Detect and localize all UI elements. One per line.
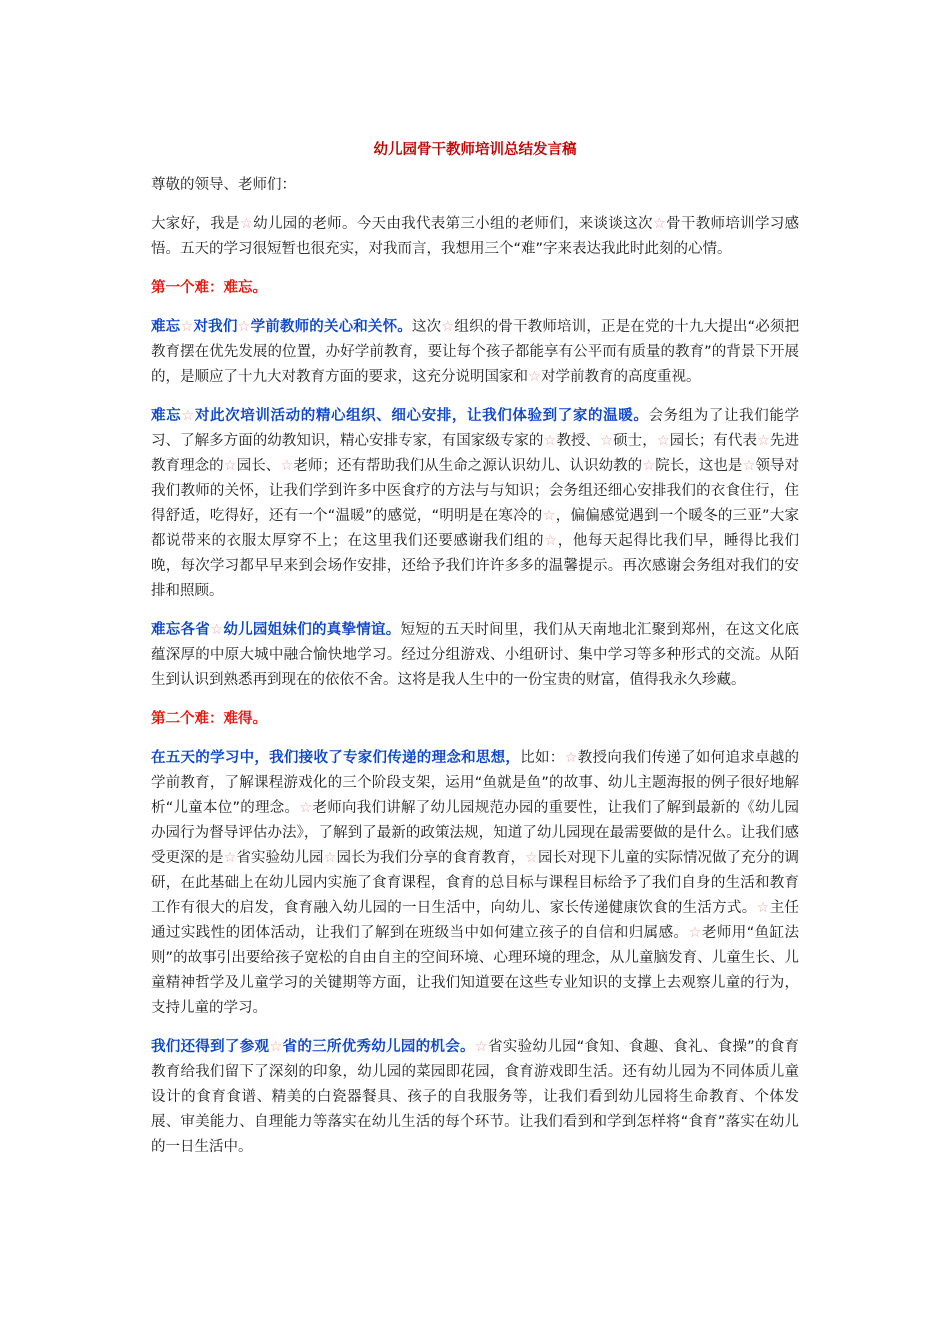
placeholder-star-icon: ☆ <box>756 900 770 916</box>
placeholder-star-icon: ☆ <box>180 319 194 335</box>
placeholder-star-icon: ☆ <box>564 750 578 766</box>
placeholder-star-icon: ☆ <box>642 458 656 474</box>
paragraph-3-body: 短短的五天时间里，我们从天南地北汇聚到郑州，在这文化底蕴深厚的中原大城中融合愉快地学习。经过分组游戏、小组研讨、集中学习等多种形式的交流。从陌生到认识到熟悉再到现在的依依不舍。这将是我人生中的一份宝贵的财富，值得我永久珍藏。 <box>151 622 800 688</box>
placeholder-star-icon: ☆ <box>600 433 614 449</box>
section-heading-1: 第一个难：难忘。 <box>151 280 267 296</box>
greeting: 尊敬的领导、老师们： <box>151 177 296 193</box>
paragraph-5-body: ☆省实验幼儿园“食知、食趣、食礼、食操”的食育教育给我们留下了深刻的印象，幼儿园的菜园即花园，食育游戏即生活。还有幼儿园为不同体质儿童设计的食育食谱、精美的白瓷器餐具、孩子的自我服务等，让我们看到幼儿园将生命教育、个体发展、审美能力、自理能力等落实在幼儿生活的每个环节。让我们看到和学到怎样将“食育”落实在幼儿的一日生活中。 <box>151 1039 800 1155</box>
paragraph-4-body: 比如：☆教授向我们传递了如何追求卓越的学前教育，了解课程游戏化的三个阶段支架，运用“鱼就是鱼”的故事、幼儿主题海报的例子很好地解析“儿童本位”的理念。☆老师向我们讲解了幼儿园规范办园的重要性，让我们了解到最新的《幼儿园办园行为督导评估办法》，了解到了最新的政策法规，知道了幼儿园现在最需要做的是什么。让我们感受更深的是☆省实验幼儿园☆园长为我们分享的食育教育，☆园长对现下儿童的实际情况做了充分的调研，在此基础上在幼儿园内实施了食育课程，食育的总目标与课程目标给予了我们自身的生活和教育工作有很大的启发，食育融入幼儿园的一日生活中，向幼儿、家长传递健康饮食的生活方式。☆主任通过实践性的团体活动，让我们了解到在班级当中如何建立孩子的自信和归属感。☆老师用“鱼缸法则”的故事引出要给孩子宽松的自由自主的空间环境、心理环境的理念，从儿童脑发育、儿童生长、儿童精神哲学及儿童学习的关键期等方面，让我们知道要在这些专业知识的支撑上去观察儿童的行为，支持儿童的学习。 <box>151 750 800 1016</box>
paragraph-4-lead: 在五天的学习中，我们接收了专家们传递的理念和思想， <box>151 750 521 766</box>
paragraph-2-body: 会务组为了让我们能学习、了解多方面的幼教知识，精心安排专家，有国家级专家的☆教授、☆硕士，☆园长；有代表☆先进教育理念的☆园长、☆老师；还有帮助我们从生命之源认识幼儿、认识幼教的☆院长，这也是☆领导对我们教师的关怀，让我们学到许多中医食疗的方法与与知识；会务组还细心安排我们的衣食住行，住得舒适，吃得好，还有一个“温暖”的感觉，“明明是在寒冷的☆，偏偏感觉遇到一个暖冬的三亚”大家都说带来的衣服太厚穿不上；在这里我们还要感谢我们组的☆，他每天起得比我们早，睡得比我们晚，每次学习都早早来到会场作安排，还给予我们许许多多的温馨提示。再次感谢会务组对我们的安排和照顾。 <box>151 408 800 599</box>
placeholder-star-icon: ☆ <box>656 433 670 449</box>
paragraph-4 <box>151 746 799 1021</box>
paragraph-2 <box>151 404 799 604</box>
paragraph-1-lead: 难忘☆对我们☆学前教师的关心和关怀。 <box>151 319 412 335</box>
placeholder-star-icon: ☆ <box>323 850 337 866</box>
placeholder-star-icon: ☆ <box>210 622 224 638</box>
document-title: 幼儿园骨干教师培训总结发言稿 <box>373 142 577 158</box>
paragraph-5-lead: 我们还得到了参观☆省的三所优秀幼儿园的机会。 <box>151 1039 475 1055</box>
placeholder-star-icon: ☆ <box>269 1039 283 1055</box>
placeholder-star-icon: ☆ <box>280 458 294 474</box>
placeholder-star-icon: ☆ <box>223 850 237 866</box>
paragraph-3 <box>151 618 799 693</box>
document-body <box>151 138 799 1173</box>
placeholder-star-icon: ☆ <box>237 319 251 335</box>
placeholder-star-icon: ☆ <box>757 433 771 449</box>
paragraph-1-body: 这次☆组织的骨干教师培训，正是在党的十九大提出“必须把教育摆在优先发展的位置，办好学前教育，要让每个孩子都能享有公平而有质量的教育”的背景下开展的，是顺应了十九大对教育方面的要求，这充分说明国家和☆对学前教育的高度重视。 <box>151 319 800 385</box>
placeholder-star-icon: ☆ <box>525 850 538 866</box>
intro-paragraph: 大家好，我是☆幼儿园的老师。今天由我代表第三小组的老师们，来谈谈这次☆骨干教师培训学习感悟。五天的学习很短暂也很充实，对我而言，我想用三个“难”字来表达我此时此刻的心情。 <box>151 216 800 257</box>
placeholder-star-icon: ☆ <box>239 216 254 232</box>
placeholder-star-icon: ☆ <box>223 458 237 474</box>
placeholder-star-icon: ☆ <box>474 1039 489 1055</box>
placeholder-star-icon: ☆ <box>688 925 702 941</box>
paragraph-2-lead: 难忘☆对此次培训活动的精心组织、细心安排，让我们体验到了家的温暖。 <box>151 408 649 424</box>
paragraph-3-lead: 难忘各省☆幼儿园姐妹们的真挚情谊。 <box>151 622 401 638</box>
placeholder-star-icon: ☆ <box>299 800 313 816</box>
placeholder-star-icon: ☆ <box>528 369 541 385</box>
placeholder-star-icon: ☆ <box>544 533 558 549</box>
paragraph-5 <box>151 1035 799 1160</box>
placeholder-star-icon: ☆ <box>542 508 556 524</box>
placeholder-star-icon: ☆ <box>543 433 557 449</box>
paragraph-1 <box>151 315 799 390</box>
placeholder-star-icon: ☆ <box>181 408 195 424</box>
section-heading-2: 第二个难：难得。 <box>151 711 267 727</box>
placeholder-star-icon: ☆ <box>652 216 667 232</box>
placeholder-star-icon: ☆ <box>441 319 455 335</box>
placeholder-star-icon: ☆ <box>742 458 756 474</box>
